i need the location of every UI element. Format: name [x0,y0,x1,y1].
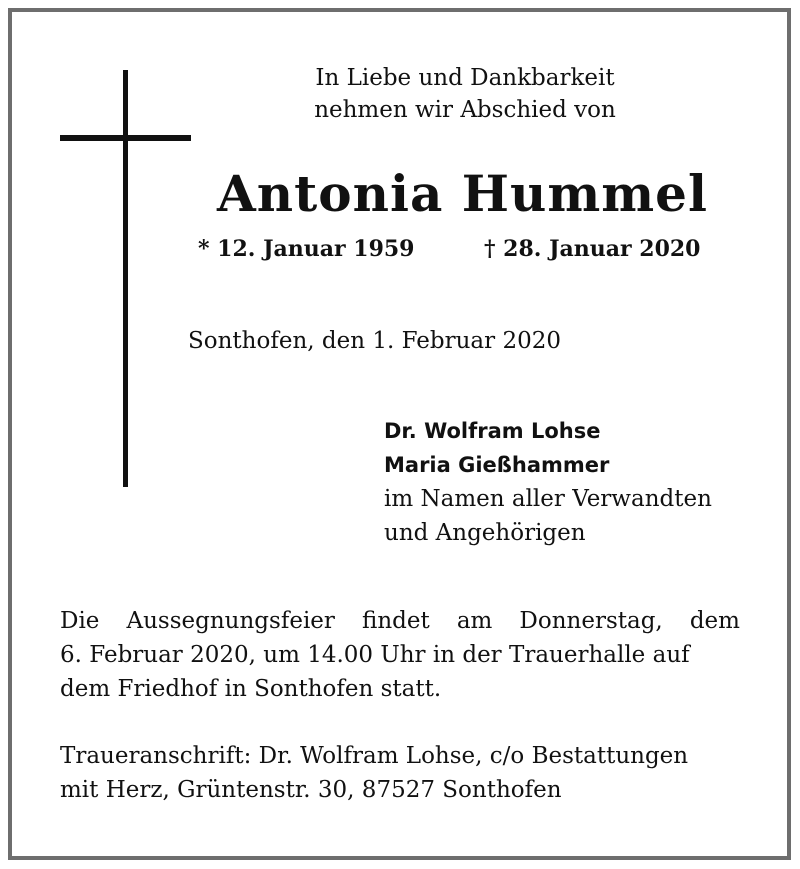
death-date: † 28. Januar 2020 [484,236,701,262]
ceremony-word: Aussegnungsfeier [126,608,335,634]
ceremony-word: Die [60,608,100,634]
ceremony-line-justified [60,604,740,638]
deceased-name: Antonia Hummel [217,164,708,223]
address-line: mit Herz, Grüntenstr. 30, 87527 Sonthofen [60,777,562,803]
place-and-date: Sonthofen, den 1. Februar 2020 [188,328,561,354]
ceremony-word: dem [689,608,740,634]
signer-note: im Namen aller Verwandten [384,486,712,512]
address-line: Traueranschrift: Dr. Wolfram Lohse, c/o Bestattungen [60,743,689,769]
birth-date: * 12. Januar 1959 [198,236,415,262]
ceremony-word: Donnerstag, [519,608,663,634]
ceremony-line: dem Friedhof in Sonthofen statt. [60,676,442,702]
cross-icon [123,70,128,487]
intro-line: nehmen wir Abschied von [314,97,616,123]
signer-name: Dr. Wolfram Lohse [384,419,601,443]
ceremony-paragraph [60,604,740,706]
signer-name: Maria Gießhammer [384,453,610,477]
intro-line: In Liebe und Dankbarkeit [315,65,615,91]
address-paragraph [60,739,740,807]
intro-text [260,62,670,126]
ceremony-line: 6. Februar 2020, um 14.00 Uhr in der Trauerhalle auf [60,642,690,668]
ceremony-word: am [456,608,493,634]
ceremony-word: findet [362,608,430,634]
signer-note: und Angehörigen [384,520,586,546]
signers-block [384,414,712,550]
cross-icon-bar [60,135,191,141]
